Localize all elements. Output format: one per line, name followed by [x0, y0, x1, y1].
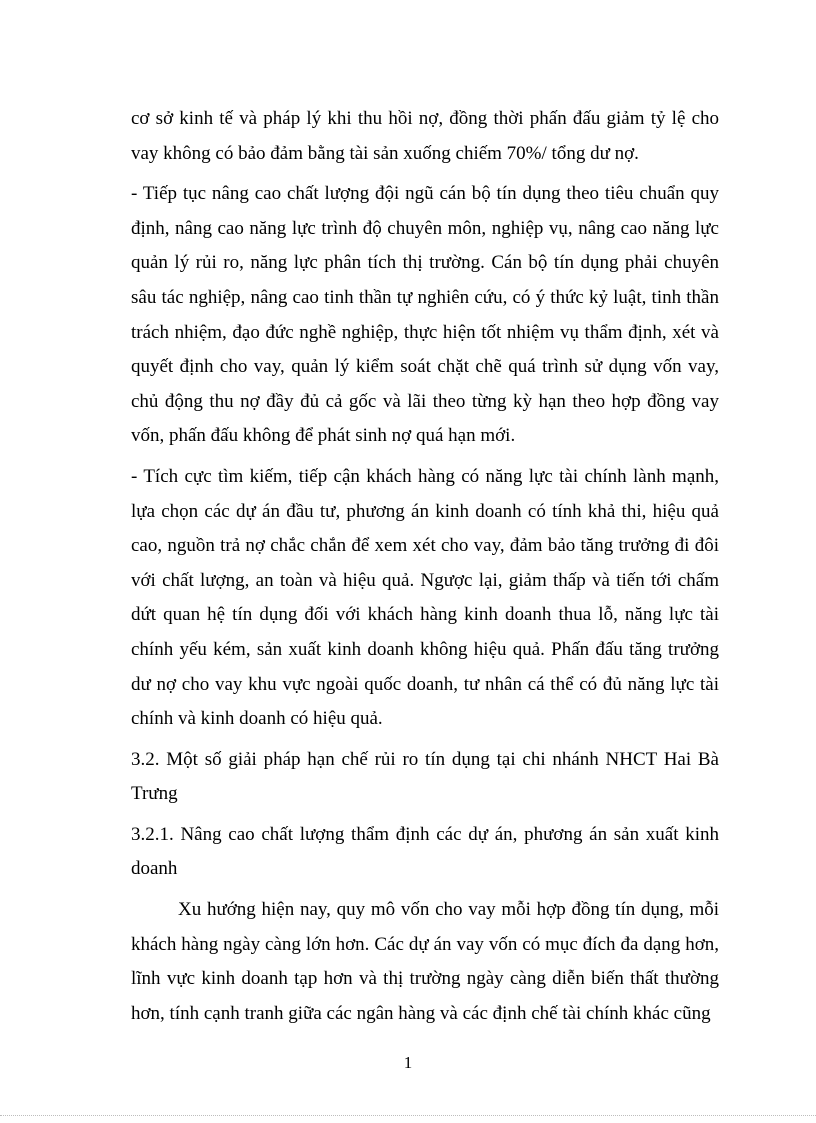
- paragraph-customer-selection: - Tích cực tìm kiếm, tiếp cận khách hàng có năng lực tài chính lành mạnh, lựa chọn các dự án đầu tư, phương án kinh doanh có tính khả thi, hiệu quả cao, nguồn trả nợ chắc chắn để xem xét cho vay, đảm bảo tăng trưởng đi đôi với chất lượng, an toàn và hiệu quả. Ngược lại, giảm thấp và tiến tới chấm dứt quan hệ tín dụng đối với khách hàng kinh doanh thua lỗ, năng lực tài chính yếu kém, sản xuất kinh doanh không hiệu quả. Phấn đấu tăng trưởng dư nợ cho vay khu vực ngoài quốc doanh, tư nhân cá thể có đủ năng lực tài chính và kinh doanh có hiệu quả.: [131, 465, 719, 730]
- document-body: [131, 102, 719, 1037]
- paragraph-collateral: cơ sở kinh tế và pháp lý khi thu hồi nợ, đồng thời phấn đấu giảm tỷ lệ cho vay không có bảo đảm bằng tài sản xuống chiếm 70%/ tổng dư nợ.: [131, 108, 719, 164]
- subsection-heading: 3.2.1. Nâng cao chất lượng thẩm định các dự án, phương án sản xuất kinh doanh: [131, 823, 719, 880]
- page-bottom-border: [0, 1115, 816, 1116]
- section-heading: 3.2. Một số giải pháp hạn chế rủi ro tín dụng tại chi nhánh NHCT Hai Bà Trưng: [131, 748, 719, 805]
- paragraph-trend: Xu hướng hiện nay, quy mô vốn cho vay mỗi hợp đồng tín dụng, mỗi khách hàng ngày càng lớn hơn. Các dự án vay vốn có mục đích đa dạng hơn, lĩnh vực kinh doanh tạp hơn và thị trường ngày càng diễn biến thất thường hơn, tính cạnh tranh giữa các ngân hàng và các định chế tài chính khác cũng: [131, 899, 719, 1024]
- page-number: 1: [403, 1053, 413, 1072]
- paragraph-staff-quality: - Tiếp tục nâng cao chất lượng đội ngũ cán bộ tín dụng theo tiêu chuẩn quy định, nâng cao năng lực trình độ chuyên môn, nghiệp vụ, nâng cao năng lực quản lý rủi ro, năng lực phân tích thị trường. Cán bộ tín dụng phải chuyên sâu tác nghiệp, nâng cao tinh thần tự nghiên cứu, có ý thức kỷ luật, tinh thần trách nhiệm, đạo đức nghề nghiệp, thực hiện tốt nhiệm vụ thẩm định, xét và quyết định cho vay, quản lý kiểm soát chặt chẽ quá trình sử dụng vốn vay, chủ động thu nợ đầy đủ cả gốc và lãi theo từng kỳ hạn theo hợp đồng vay vốn, phấn đấu không để phát sinh nợ quá hạn mới.: [131, 183, 719, 447]
